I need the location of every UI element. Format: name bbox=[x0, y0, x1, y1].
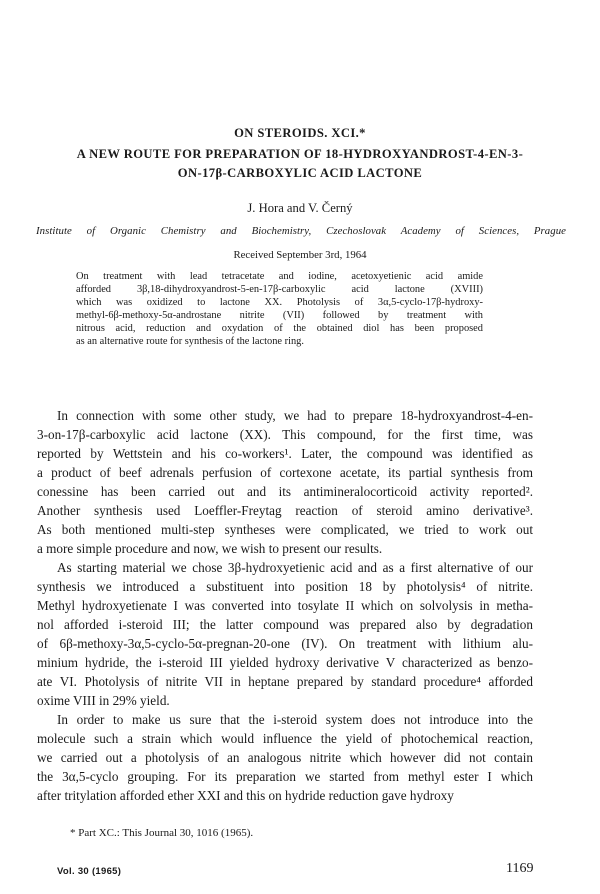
abstract-line: which was oxidized to lactone XX. Photolysis of 3α,5-cyclo-17β-hydroxy- bbox=[76, 297, 483, 308]
title-line-3: ON-17β-CARBOXYLIC ACID LACTONE bbox=[177, 166, 423, 180]
body-line: As both mentioned multi-step syntheses were complicated, we tried to work out bbox=[37, 522, 533, 537]
body-line: reported by Wettstein and his co-workers¹. Later, the compound was identified as bbox=[37, 446, 533, 461]
body-line: Methyl hydroxyetienate I was converted into tosylate II which on solvolysis in metha- bbox=[37, 598, 533, 613]
title-line-2: A NEW ROUTE FOR PREPARATION OF 18-HYDROXYANDROST-4-EN-3- bbox=[76, 147, 524, 161]
abstract-line: nitrous acid, reduction and oxydation of the obtained diol has been proposed bbox=[76, 323, 483, 334]
body-line: we carried out a photolysis of an analogous nitrite which however did not contain bbox=[37, 750, 533, 765]
body-line: the 3α,5-cyclo grouping. For its preparation we started from methyl ester I which bbox=[37, 769, 533, 784]
abstract-line: afforded 3β,18-dihydroxyandrost-5-en-17β-carboxylic acid lactone (XVIII) bbox=[76, 284, 483, 295]
body-line: molecule such a strain which would influence the yield of photochemical reaction, bbox=[37, 731, 533, 746]
body-line: a more simple procedure and now, we wish to present our results. bbox=[37, 541, 383, 556]
abstract-line: methyl-6β-methoxy-5α-androstane nitrite (VII) followed by treatment with bbox=[76, 310, 483, 321]
body-line: 3-on-17β-carboxylic acid lactone (XX). This compound, for the first time, was bbox=[37, 427, 533, 442]
body-line: In order to make us sure that the i-steroid system does not introduce into the bbox=[57, 712, 533, 727]
received-date: Received September 3rd, 1964 bbox=[233, 249, 367, 261]
body-line: after tritylation afforded ether XXI and this on hydride reduction gave hydroxy bbox=[37, 788, 454, 803]
institute: Institute of Organic Chemistry and Biochemistry, Czechoslovak Academy of Sciences, Prague bbox=[36, 225, 566, 237]
journal-volume: Vol. 30 (1965) bbox=[57, 866, 122, 877]
authors: J. Hora and V. Černý bbox=[247, 201, 353, 215]
abstract-line: as an alternative route for synthesis of the lactone ring. bbox=[76, 336, 304, 347]
footnote: * Part XC.: This Journal 30, 1016 (1965). bbox=[70, 827, 254, 839]
body-line: Another synthesis used Loeffler-Freytag reaction of steroid amino derivative³. bbox=[37, 503, 533, 518]
body-line: minium hydride, the i-steroid III yielded hydroxy derivative V characterized as benzo- bbox=[37, 655, 533, 670]
body-line: In connection with some other study, we had to prepare 18-hydroxyandrost-4-en- bbox=[57, 408, 533, 423]
body-line: ate VI. Photolysis of nitrite VII in heptane prepared by standard procedure⁴ afforded bbox=[37, 674, 533, 689]
body-line: nol afforded i-steroid III; the latter compound was prepared also by degradation bbox=[37, 617, 533, 632]
body-line: As starting material we chose 3β-hydroxyetienic acid and as a first alternative of our bbox=[57, 560, 533, 575]
body-line: oxime VIII in 29% yield. bbox=[37, 693, 170, 708]
body-line: synthesis we introduced a substituent into position 18 by photolysis⁴ of nitrite. bbox=[37, 579, 533, 594]
page-number: 1169 bbox=[506, 861, 534, 876]
title-line-1: ON STEROIDS. XCI.* bbox=[234, 126, 366, 140]
abstract-line: On treatment with lead tetracetate and iodine, acetoxyetienic acid amide bbox=[76, 271, 483, 282]
body-line: of 6β-methoxy-3α,5-cyclo-5α-pregnan-20-one (IV). On treatment with lithium alu- bbox=[37, 636, 533, 651]
body-line: a product of beef adrenals perfusion of cortexone acetate, its partial synthesis from bbox=[37, 465, 533, 480]
body-line: conessine has been carried out and its antimineralocorticoid activity reported². bbox=[37, 484, 533, 499]
